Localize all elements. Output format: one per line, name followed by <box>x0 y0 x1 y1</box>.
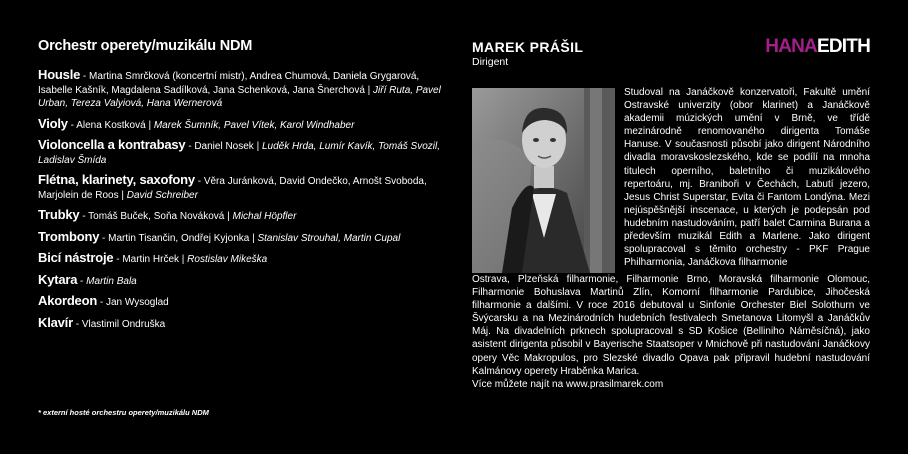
orchestra-section <box>38 173 443 202</box>
section-guests: Luděk Hrda, Lumír Kavík, Tomáš Svozil, Ladislav Šmída <box>38 141 440 166</box>
orchestra-section <box>38 208 443 224</box>
section-separator: - <box>67 119 77 131</box>
section-name: Violy <box>38 115 68 131</box>
artist-role: Dirigent <box>472 56 509 68</box>
section-guests: Marek Šumník, Pavel Vítek, Karol Windhaber <box>153 119 355 131</box>
section-separator: - <box>80 71 90 82</box>
section-guests: David Schreiber <box>126 189 198 201</box>
section-guests: Jiří Ruta, Pavel Urban, Tereza Valyiová, Hana Wernerová <box>38 84 441 109</box>
section-name: Trombony <box>38 228 100 244</box>
section-members: Věra Juránková, David Ondečko, Arnošt Svoboda, Marjolein de Roos <box>38 176 427 201</box>
section-members: Vlastimil Ondruška <box>81 318 166 330</box>
section-separator: - <box>72 318 82 330</box>
brand-part1: HANA <box>765 36 817 57</box>
section-name: Klavír <box>38 314 73 330</box>
bio-column: Studoval na Janáčkově konzervatoři, Fakultě umění Ostravské univerzity (obor klarinet) a Janáčkově akademii múzických umění v Brně, ve třídě mezinárodně renomovaného dirigenta Tomáše Hanuse. V současnosti působí jako dirigent Národního divadla moravskoslezského, kde se podílí na mnoha titulech operního, baletního či muzikálového repertoáru, mj. Braniboři v Čechách, Labutí jezero, Jesus Christ Superstar, Evita či Fantom Londýna. Mezi nejúspěšnější inscenace, u kterých je podepsán pod hudebním nastudováním, patří balet Carmina Burana a především muzikál Edith a Marlene. Jako dirigent spolupracoval s těmito orchestry - PKF Prague Philharmonia, Janáčkova filharmonie <box>624 87 870 269</box>
orchestra-sections <box>38 68 443 331</box>
guest-separator: | <box>179 254 188 265</box>
section-guests: Martin Bala <box>86 275 137 287</box>
section-members: Alena Kostková <box>76 119 146 131</box>
artist-name: MAREK PRÁŠIL <box>472 39 584 55</box>
section-name: Flétna, klarinety, saxofony <box>38 172 195 187</box>
orchestra-section <box>38 316 443 332</box>
section-name: Akordeon <box>38 293 98 308</box>
guest-separator: | <box>224 211 233 222</box>
orchestra-section <box>38 230 443 246</box>
section-members: Martin Hrček <box>122 254 180 265</box>
section-members: Martina Smrčková (koncertní mistr), Andrea Chumová, Daniela Grygarová, Isabelle Kašník, Magdalena Sadílková, Jana Schenková, Jana Šnerchová <box>38 71 420 96</box>
section-members: Martin Tisančin, Ondřej Kyjonka <box>108 232 250 244</box>
section-separator: - <box>79 211 89 222</box>
section-separator: - <box>97 297 106 308</box>
orchestra-section <box>38 138 443 167</box>
section-separator: - <box>77 275 87 287</box>
guest-separator: | <box>364 84 374 96</box>
orchestra-section <box>38 117 443 133</box>
section-separator: - <box>194 176 204 187</box>
orchestra-title: Orchestr operety/muzikálu NDM <box>38 38 253 54</box>
section-name: Trubky <box>38 207 80 222</box>
section-name: Violoncella a kontrabasy <box>38 137 186 152</box>
bio-full-text: Ostrava, Plzeňská filharmonie, Filharmonie Brno, Moravská filharmonie Olomouc, Filharmonie Bohuslava Martinů Zlín, Komorní filharmonie Pardubice, Jihočeská filharmonie a dalšími. V roce 2016 debutoval u Sinfonie Orchester Biel Solothurn ve Švýcarsku a na Mezinárodních hudebních festivalech Smetanova Litomyšl a Janáčkův Máj. Na divadelních prknech spolupracoval s SD Košice (Belliniho Náměsíčná), jako asistent dirigenta působil v Bayerische Staatsoper v Mnichově při nastudování Janáčkovy opery Věc Makropulos, pro Slezské divadlo Opava pak připravil hudební nastudování Kalmánovy operety Hraběnka Marica. <box>472 274 870 377</box>
section-name: Bicí nástroje <box>38 250 114 265</box>
section-separator: - <box>99 232 109 244</box>
section-separator: - <box>113 254 123 265</box>
section-members: Daniel Nosek <box>194 141 254 152</box>
section-guests: Michal Höpfler <box>232 211 297 222</box>
section-members: Tomáš Buček, Soňa Nováková <box>88 211 225 222</box>
orchestra-section <box>38 273 443 289</box>
brand-logo <box>765 36 870 58</box>
bio-continued <box>472 273 870 391</box>
footnote: * externí hosté orchestru operety/muzikálu NDM <box>38 408 209 417</box>
brand-part2: EDITH <box>816 36 870 57</box>
orchestra-panel <box>38 38 443 337</box>
guest-separator: | <box>253 141 262 152</box>
orchestra-section <box>38 68 443 111</box>
guest-separator: | <box>249 232 258 244</box>
section-name: Kytara <box>38 271 78 287</box>
orchestra-section <box>38 294 443 310</box>
orchestra-section <box>38 251 443 267</box>
section-separator: - <box>185 141 195 152</box>
section-members: Jan Wysoglad <box>105 297 169 308</box>
artist-photo <box>472 88 615 273</box>
section-guests: Rostislav Mikeška <box>187 254 268 265</box>
section-name: Housle <box>38 67 81 82</box>
guest-separator: | <box>145 119 154 131</box>
guest-separator: | <box>118 189 127 201</box>
portrait-illustration <box>472 88 615 273</box>
section-guests: Stanislav Strouhal, Martin Cupal <box>257 232 401 244</box>
website-link[interactable]: Více můžete najít na www.prasilmarek.com <box>472 378 664 390</box>
